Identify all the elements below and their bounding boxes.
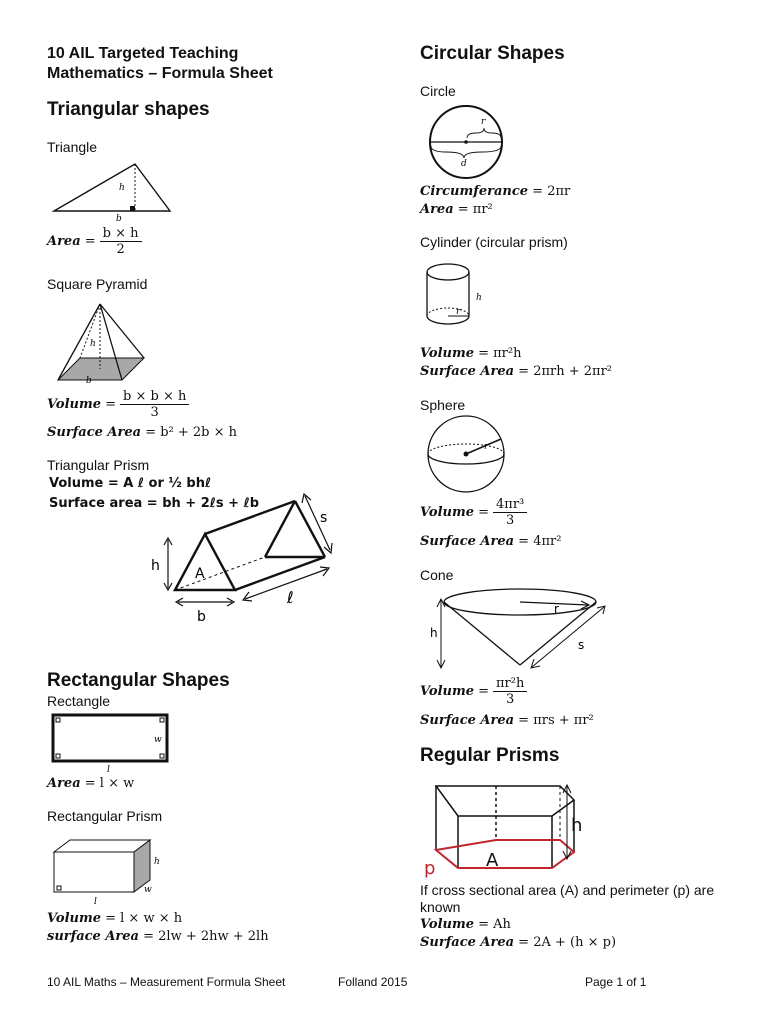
rectangular-prism-figure [50,836,170,908]
sphere-figure [422,414,514,494]
heading-regular-prisms: Regular Prisms [420,745,560,766]
area-expr: = l × w [80,776,135,791]
fraction-numerator: πr²h [493,676,527,692]
volume-expr: = l × w × h [100,911,183,926]
cone-h-label: h [430,626,438,640]
title-line-1: 10 AIL Targeted Teaching [47,45,239,62]
rect-prism-l-label: l [94,897,97,907]
circle-circumference-formula [420,184,570,199]
cylinder-volume-formula [420,346,521,361]
prism-h-label: h [151,558,160,574]
surface-area-expr: = 2lw + 2hw + 2lh [138,929,269,944]
surface-area-name: Surface Area [47,425,142,440]
prism-b-label: b [197,609,206,625]
volume-name: Volume [420,917,474,932]
circumference-expr: = 2πr [528,184,571,199]
pyramid-volume-formula [47,389,189,420]
cone-surface-area-formula [420,713,594,728]
area-expr: = πr² [453,202,493,217]
rect-prism-h-label: h [154,857,160,867]
prism-A-label: A [195,566,205,582]
label-cone: Cone [420,567,454,583]
equals: = [80,234,96,249]
cylinder-h-label: h [476,293,482,303]
sphere-volume-formula [420,497,527,528]
surface-area-name: surface Area [47,929,139,944]
regular-prism-h-label: h [571,815,583,836]
pyramid-h-label: h [90,339,96,349]
fraction [100,226,142,257]
area-name: Area [47,776,81,791]
rect-prism-surface-area-formula [47,929,269,944]
footer-middle: Folland 2015 [338,975,408,989]
equals: = [473,505,490,520]
label-rectangle: Rectangle [47,693,111,709]
triangular-prism-surface-area-note: Surface area = bh + 2ℓs + ℓb [49,496,260,511]
cone-r-label: r [554,602,559,616]
volume-expr: = πr²h [473,346,522,361]
volume-expr: = Ah [473,917,511,932]
fraction-numerator: b × b × h [120,389,189,405]
regular-prism-note: If cross sectional area (A) and perimeter (p) are known [420,882,715,915]
circumference-name: Circumferance [420,184,529,199]
cone-figure [428,585,608,673]
triangular-prism-volume-note: Volume = A ℓ or ½ bhℓ [49,476,212,491]
equals: = [473,684,490,699]
surface-area-expr: = 2πrh + 2πr² [514,364,613,379]
label-triangle: Triangle [47,139,98,155]
volume-name: Volume [420,346,474,361]
label-square-pyramid: Square Pyramid [47,276,148,292]
label-triangular-prism: Triangular Prism [47,457,150,473]
prism-s-label: s [320,510,328,526]
fraction-denominator: 3 [150,405,159,420]
sphere-r-label: r [484,442,489,452]
triangle-figure [50,160,175,225]
surface-area-expr: = 2A + (h × p) [514,935,617,950]
fraction-denominator: 2 [116,242,125,257]
cone-s-label: s [578,638,585,652]
cylinder-r-label: r [456,307,461,317]
label-cylinder: Cylinder (circular prism) [420,234,568,250]
cone-volume-formula [420,676,527,707]
prism-l-label: ℓ [287,588,294,607]
circle-figure [424,102,514,182]
rectangle-l-label: l [107,765,110,774]
sphere-surface-area-formula [420,534,561,549]
volume-name: Volume [47,397,101,412]
area-name: Area [47,234,81,249]
rect-prism-w-label: w [144,885,152,895]
label-circle: Circle [420,83,456,99]
surface-area-expr: = b² + 2b × h [141,425,238,440]
circle-r-label: r [481,117,486,127]
surface-area-name: Surface Area [420,713,515,728]
heading-circular: Circular Shapes [420,43,565,64]
fraction-denominator: 3 [506,513,515,528]
heading-triangular: Triangular shapes [47,99,210,120]
footer-page-number: Page 1 of 1 [585,975,647,989]
label-rectangular-prism: Rectangular Prism [47,808,163,824]
surface-area-name: Surface Area [420,364,515,379]
circle-d-label: d [461,159,467,169]
surface-area-expr: = 4πr² [514,534,562,549]
footer-left: 10 AIL Maths – Measurement Formula Sheet [47,975,286,989]
pyramid-surface-area-formula [47,425,237,440]
fraction-denominator: 3 [506,692,515,707]
page-title [47,44,273,84]
surface-area-name: Surface Area [420,935,515,950]
triangle-h-label: h [119,183,125,193]
title-line-2: Mathematics – Formula Sheet [47,65,273,82]
fraction [493,497,527,528]
cylinder-figure [422,260,492,332]
volume-name: Volume [420,505,474,520]
fraction-numerator: 4πr³ [493,497,527,513]
square-pyramid-figure [52,296,152,386]
triangular-prism-figure [145,492,345,627]
fraction [120,389,189,420]
circle-area-formula [420,202,493,217]
surface-area-name: Surface Area [420,534,515,549]
regular-prism-A-label: A [486,850,499,871]
rectangle-figure [50,712,175,774]
pyramid-b-label: b [86,376,92,386]
regular-prism-volume-formula [420,917,511,932]
rectangle-area-formula [47,776,134,791]
surface-area-expr: = πrs + πr² [514,713,594,728]
rectangle-w-label: w [154,735,162,745]
triangle-area-formula [47,226,142,257]
volume-name: Volume [420,684,474,699]
volume-name: Volume [47,911,101,926]
area-name: Area [420,202,454,217]
heading-rectangular: Rectangular Shapes [47,670,230,691]
triangle-b-label: b [116,214,122,224]
regular-prism-surface-area-formula [420,935,616,950]
equals: = [100,397,117,412]
fraction [493,676,527,707]
regular-prism-p-label: p [424,858,436,879]
rect-prism-volume-formula [47,911,182,926]
fraction-numerator: b × h [100,226,142,242]
cylinder-surface-area-formula [420,364,612,379]
label-sphere: Sphere [420,397,466,413]
